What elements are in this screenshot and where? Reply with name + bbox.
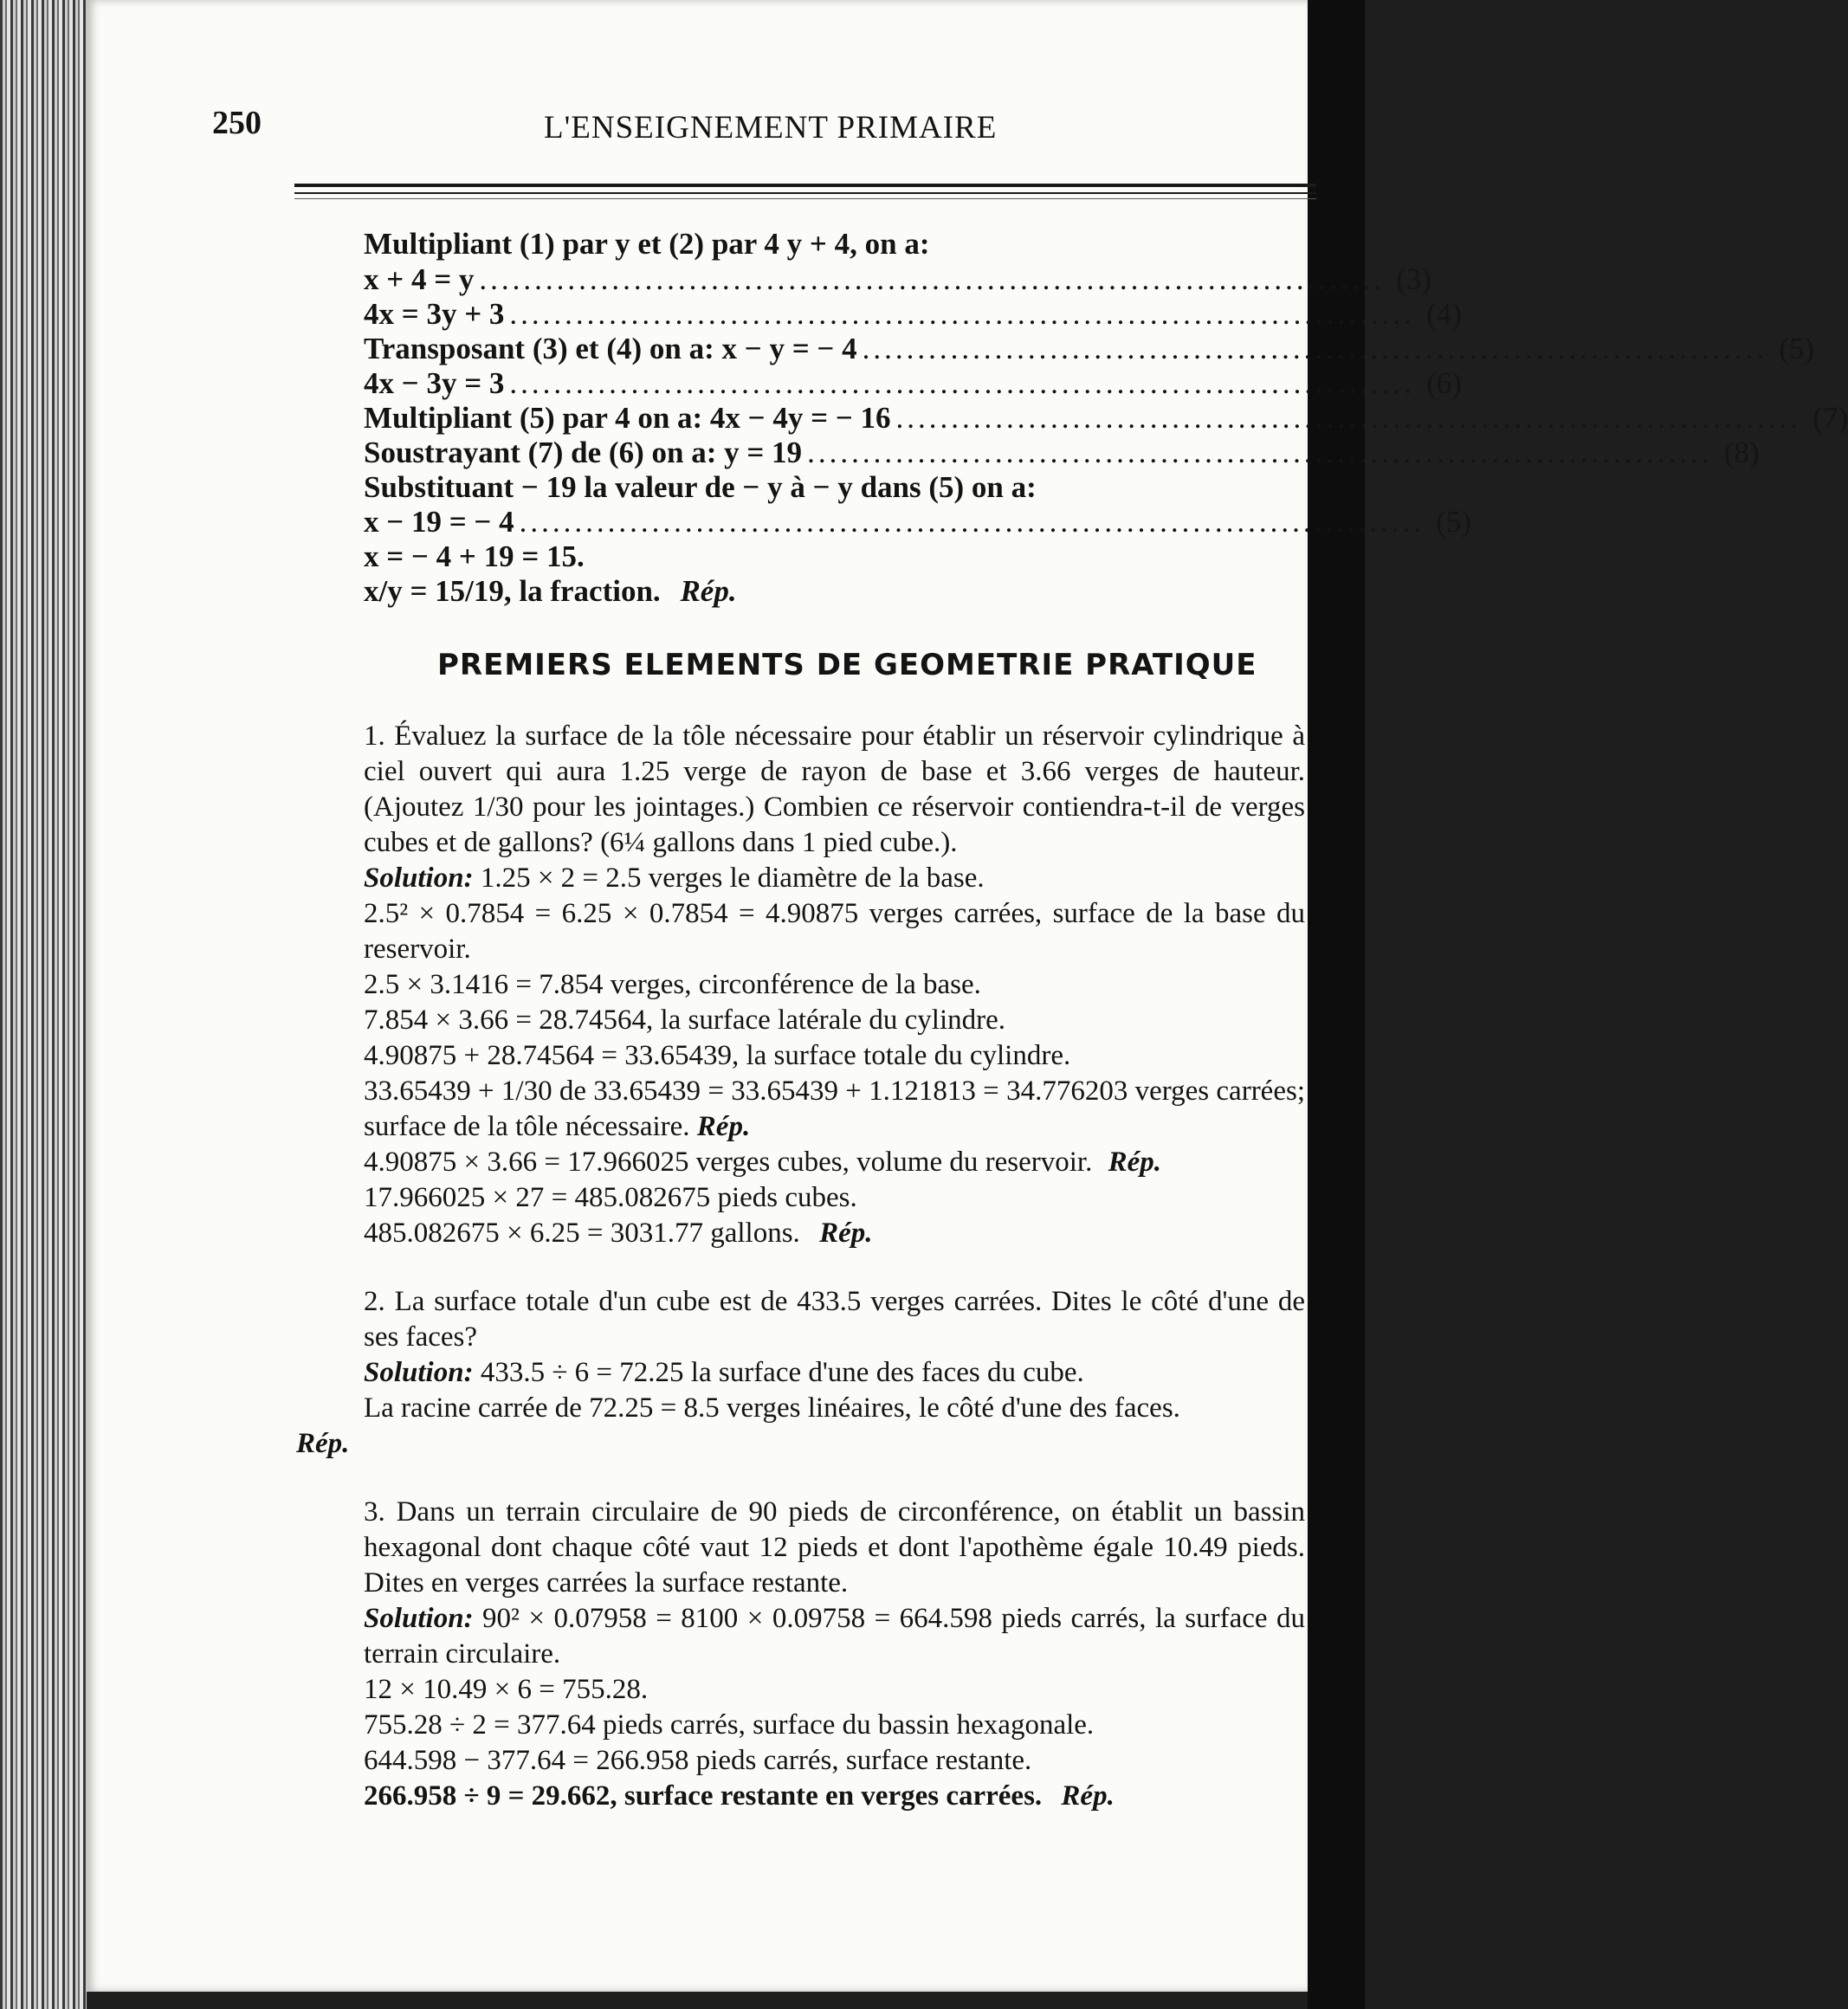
equation-text: 4x − 3y = 3 (364, 366, 505, 400)
header-rule (294, 184, 1316, 187)
equation-line: x = − 4 + 19 = 15. (364, 539, 585, 573)
solution-text: 485.082675 × 6.25 = 3031.77 gallons. (364, 1218, 800, 1249)
equation-number: (5) (1436, 505, 1472, 539)
running-title: L'ENSEIGNEMENT PRIMAIRE (544, 110, 998, 145)
equation-line (364, 366, 1462, 401)
page-number: 250 (212, 105, 262, 141)
rep-label: Rép. (680, 574, 737, 608)
equation-text: Multipliant (5) par 4 on a: 4x − 4y = − 16 (364, 401, 891, 435)
solution-text: 4.90875 × 3.66 = 17.966025 verges cubes, volume du reservoir. (364, 1147, 1093, 1178)
equation-number: (4) (1426, 297, 1462, 331)
problem-3-statement (296, 1495, 1305, 1601)
equation-text: x + 4 = y (364, 262, 475, 296)
answer-line (364, 574, 737, 609)
header-rule (294, 198, 1316, 199)
solution-line (364, 1779, 1115, 1814)
section-heading: PREMIERS ELEMENTS DE GEOMETRIE PRATIQUE (437, 648, 1257, 682)
solution-text-span: 90² × 0.07958 = 8100 × 0.09758 = 664.598 pieds carrés, la surface du terrain circulaire. (364, 1603, 1306, 1670)
solution-label: Solution: (364, 862, 474, 894)
leader-dots: .................................................................................. (519, 505, 1425, 539)
solution-line: 17.966025 × 27 = 485.082675 pieds cubes. (364, 1182, 857, 1213)
equation-number: (7) (1812, 401, 1848, 435)
rep-label: Rép. (296, 1428, 350, 1459)
algebra-intro: Multipliant (1) par y et (2) par 4 y + 4, on a: (364, 227, 930, 261)
answer-text: x/y = 15/19, la fraction. (364, 574, 661, 608)
solution-line: La racine carrée de 72.25 = 8.5 verges linéaires, le côté d'une des faces. (364, 1392, 1180, 1424)
book-binding-edge (0, 0, 87, 2009)
rep-label: Rép. (819, 1218, 873, 1249)
leader-dots: .................................................................................. (509, 297, 1415, 331)
solution-text: 433.5 ÷ 6 = 72.25 la surface d'une des faces du cube. (480, 1357, 1084, 1388)
leader-dots: .................................................................................. (895, 401, 1802, 435)
substitution-line: Substituant − 19 la valeur de − y à − y dans (5) on a: (364, 470, 1037, 504)
equation-text: x − 19 = − 4 (364, 505, 514, 539)
solution-line: 644.598 − 377.64 = 266.958 pieds carrés, surface restante. (364, 1745, 1032, 1776)
leader-dots: .................................................................................. (509, 366, 1415, 400)
equation-line (364, 401, 1848, 436)
equation-number: (6) (1426, 366, 1462, 400)
header-rule (294, 192, 1316, 194)
equation-line (364, 297, 1462, 332)
equation-line (364, 436, 1760, 470)
equation-text: 4x = 3y + 3 (364, 297, 505, 331)
solution-line (364, 1145, 1161, 1180)
problem-text: 3. Dans un terrain circulaire de 90 pieds de circonférence, on établit un bassin hexagonal dont chaque côté vaut 12 pieds et dont l'apothème égale 10.49 pieds. Dites en verges carrées la surface restante. (364, 1496, 1305, 1599)
solution-line (364, 1355, 1084, 1391)
solution-label: Solution: (364, 1603, 474, 1634)
equation-number: (5) (1779, 332, 1815, 365)
rep-label: Rép. (1061, 1780, 1115, 1812)
solution-line (296, 1601, 1305, 1672)
solution-line: 4.90875 + 28.74564 = 33.65439, la surface totale du cylindre. (364, 1040, 1071, 1071)
solution-line (364, 1216, 872, 1251)
solution-text: 266.958 ÷ 9 = 29.662, surface restante en verges carrées. (364, 1780, 1043, 1812)
equation-text: Transposant (3) et (4) on a: x − y = − 4 (364, 332, 857, 365)
solution-line (364, 861, 985, 896)
problem-text: 2. La surface totale d'un cube est de 433.5 verges carrées. Dites le côté d'une de ses faces? (364, 1286, 1305, 1353)
solution-line (296, 896, 1305, 967)
equation-text: Soustrayant (7) de (6) on a: y = 19 (364, 436, 803, 469)
solution-line: 7.854 × 3.66 = 28.74564, la surface latérale du cylindre. (364, 1005, 1006, 1036)
equation-number: (3) (1396, 262, 1431, 296)
equation-number: (8) (1723, 436, 1760, 469)
solution-text: 2.5² × 0.7854 = 6.25 × 0.7854 = 4.90875 verges carrées, surface de la base du reservoir. (364, 898, 1305, 965)
leader-dots: .................................................................................. (862, 332, 1768, 365)
rep-line (296, 1426, 349, 1462)
equation-line (364, 262, 1431, 297)
solution-text: 1.25 × 2 = 2.5 verges le diamètre de la base. (480, 862, 985, 894)
solution-text (296, 1074, 1305, 1145)
solution-line (296, 1074, 1305, 1145)
problem-1-statement (296, 719, 1305, 861)
problem-2-statement (296, 1284, 1305, 1355)
solution-text (296, 1601, 1305, 1672)
solution-line: 755.28 ÷ 2 = 377.64 pieds carrés, surface du bassin hexagonale. (364, 1709, 1095, 1741)
solution-line: 12 × 10.49 × 6 = 755.28. (364, 1674, 649, 1705)
rep-label: Rép. (1108, 1147, 1161, 1178)
problem-text: 1. Évaluez la surface de la tôle nécessaire pour établir un réservoir cylindrique à ciel ouvert qui aura 1.25 verge de rayon de base et 3.66 verges de hauteur. (Ajoutez 1/30 pour les jointages.) Combien ce réservoir contiendra-t-il de verges cubes et de gallons? (6¼ gallons dans 1 pied cube.). (364, 720, 1305, 858)
equation-line (364, 332, 1815, 366)
solution-line: 2.5 × 3.1416 = 7.854 verges, circonférence de la base. (364, 969, 981, 1000)
leader-dots: .................................................................................. (807, 436, 1713, 469)
solution-text-span: 33.65439 + 1/30 de 33.65439 = 33.65439 + 1.121813 = 34.776203 verges carrées; surface de la tôle nécessaire. (364, 1076, 1305, 1142)
leader-dots: .................................................................................. (479, 262, 1385, 296)
solution-label: Solution: (364, 1357, 474, 1388)
equation-line (364, 505, 1472, 539)
rep-label: Rép. (696, 1111, 751, 1142)
